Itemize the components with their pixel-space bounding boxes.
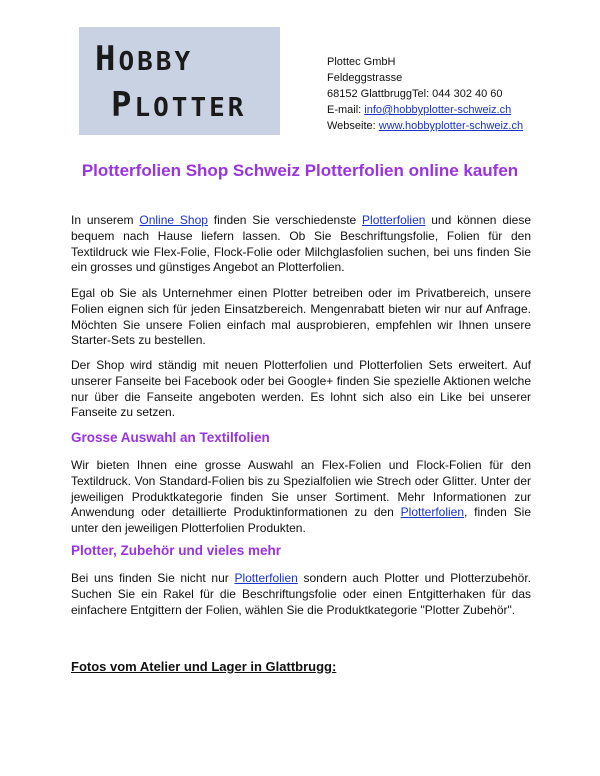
web-line (327, 118, 523, 134)
text: In unserem (71, 213, 140, 227)
text: , finden Sie unter den jeweiligen Plotterfolien Produkten. (71, 505, 531, 536)
logo-line-hobby (95, 39, 296, 79)
paragraph-textil (71, 458, 531, 537)
plotterfolien-link[interactable]: Plotterfolien (362, 213, 426, 227)
text: Wir bieten Ihnen eine grosse Auswahl an Flex-Folien und Flock-Folien für den Textildruck. Von Standard-Folien bis zu Spezialfolien wie Strech oder Glitter. Unter der jeweiligen Produktkategorie finden Sie unser Sortiment. Mehr Informationen zur Anwendung oder detaillierte Produktinformationen zu den (71, 458, 531, 520)
city-phone: 68152 GlattbruggTel: 044 302 40 60 (327, 88, 503, 100)
page-title: Plotterfolien Shop Schweiz Plotterfolien online kaufen (81, 161, 519, 180)
online-shop-link[interactable]: Online Shop (139, 213, 208, 227)
hobby-plotter-logo (79, 27, 280, 135)
logo-letter: H (95, 39, 119, 79)
email-line (327, 102, 523, 118)
logo-text: OBBY (118, 47, 194, 77)
heading-textilfolien: Grosse Auswahl an Textilfolien (71, 430, 270, 445)
text: Bei uns finden Sie nicht nur (71, 571, 235, 585)
text: und können diese bequem nach Hause liefern lassen. Ob Sie Beschriftungsfolie, Folien für den Textildruck wie Flex-Folie, Flock-Folie oder Milchglasfolien suchen, bei uns finden Sie ein grosses und günstiges Angebot an Plotterfolien. (71, 213, 532, 275)
email-label: E-mail: (327, 104, 365, 116)
heading-plotter-zubehoer: Plotter, Zubehör und vieles mehr (71, 543, 282, 558)
paragraph-shop: Der Shop wird ständig mit neuen Plotterfolien und Plotterfolien Sets erweitert. Auf unserer Fanseite bei Facebook oder bei Google+ finden Sie spezielle Aktionen welche nur über die Fanseite angeboten werden. Es lohnt sich also ein Like bei unserer Fanseite zu setzen. (71, 358, 531, 420)
text: finden Sie verschiedenste (207, 213, 363, 227)
text: sondern auch Plotter und Plotterzubehör. Suchen Sie ein Rakel für die Beschriftungsfolie oder einen Entgitterhaken für das einfachere Entgittern der Folien, wählen Sie die Produktkategorie "Plotter Zubehör". (71, 571, 531, 617)
logo-line-plotter (111, 85, 312, 125)
paragraph-intro (71, 213, 531, 276)
website-link[interactable]: www.hobbyplotter-schweiz.ch (378, 120, 524, 132)
street: Feldeggstrasse (327, 72, 403, 84)
company-name: Plottec GmbH (327, 56, 396, 68)
logo-letter: P (111, 85, 135, 125)
plotterfolien-link[interactable]: Plotterfolien (234, 571, 298, 585)
web-label: Webseite: (327, 120, 379, 132)
contact-block (327, 54, 523, 134)
plotterfolien-link[interactable]: Plotterfolien (400, 505, 465, 520)
paragraph-business: Egal ob Sie als Unternehmer einen Plotter betreiben oder im Privatbereich, unsere Folien eignen sich für jeden Einsatzbereich. Mengenrabatt bieten wir nur auf Anfrage. Möchten Sie unsere Folien einfach mal ausprobieren, empfehlen wir Ihnen unsere Starter-Sets zu bestellen. (71, 286, 531, 348)
logo-text: LOTTER (134, 93, 247, 123)
paragraph-plotter (71, 571, 531, 618)
email-link[interactable]: info@hobbyplotter-schweiz.ch (364, 104, 512, 116)
heading-fotos: Fotos vom Atelier und Lager in Glattbrugg: (71, 659, 337, 674)
